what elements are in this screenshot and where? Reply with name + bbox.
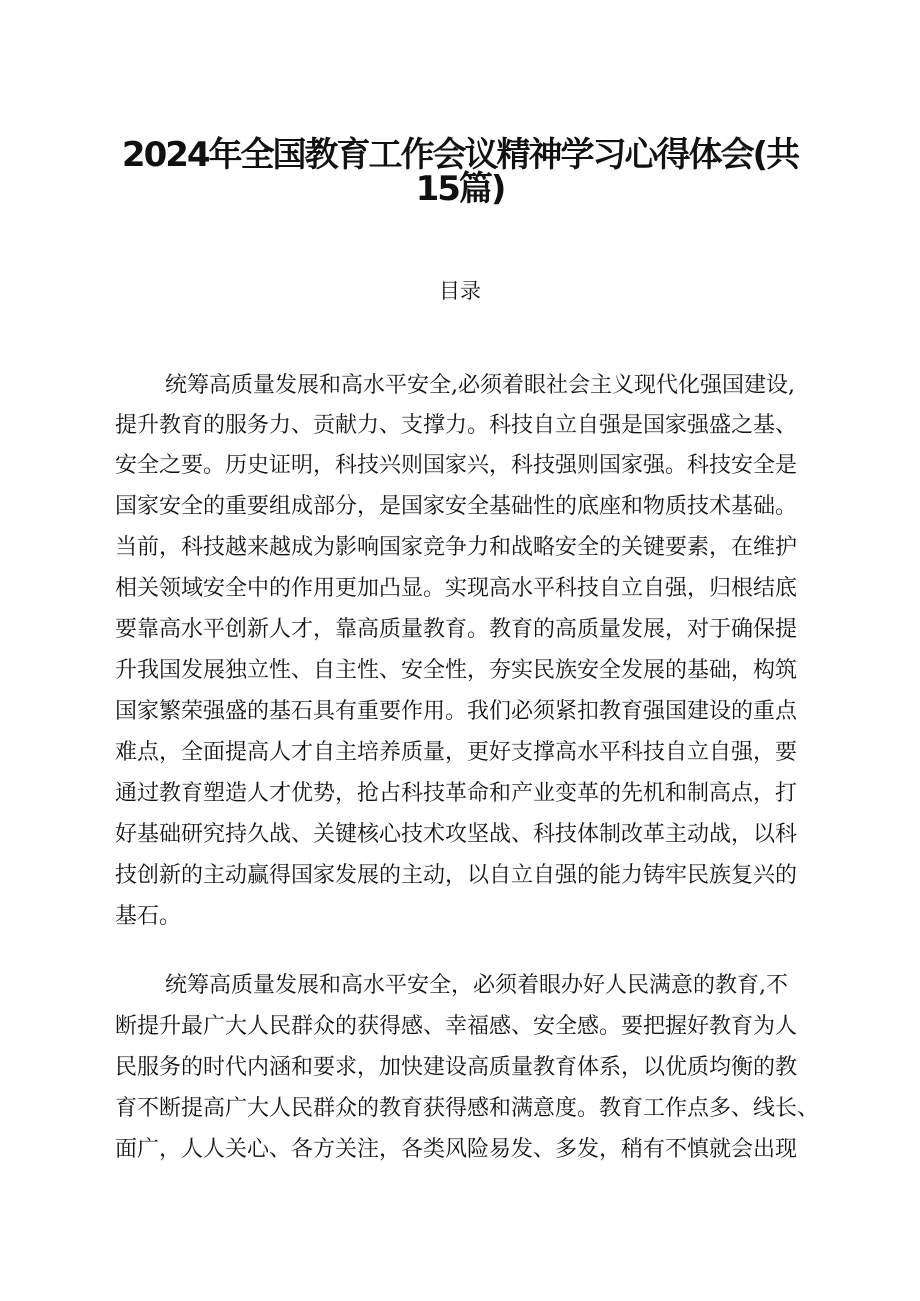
document-title-line-1: 2024年全国教育工作会议精神学习心得体会(共 (121, 135, 799, 175)
paragraph-2-line: 育不断提高广大人民群众的教育获得感和满意度。教育工作点多、线长、 (115, 1096, 820, 1121)
paragraph-1-line: 好基础研究持久战、关键核心技术攻坚战、科技体制改革主动战，以科 (115, 822, 798, 847)
paragraph-1-line: 基石。 (115, 904, 182, 929)
paragraph-2-line: 面广，人人关心、各方关注，各类风险易发、多发，稍有不慎就会出现 (115, 1137, 798, 1162)
document-title-line-2: 15篇) (415, 169, 505, 209)
table-of-contents-label: 目录 (439, 279, 481, 303)
paragraph-2-line: 统筹高质量发展和高水平安全，必须着眼办好人民满意的教育,不 (165, 973, 788, 998)
paragraph-1-line: 安全之要。历史证明，科技兴则国家兴，科技强则国家强。科技安全是 (115, 453, 798, 478)
paragraph-1-line: 通过教育塑造人才优势，抢占科技革命和产业变革的先机和制高点，打 (115, 781, 798, 806)
paragraph-1-line: 统筹高质量发展和高水平安全,必须着眼社会主义现代化强国建设, (165, 373, 795, 398)
paragraph-1-line: 相关领域安全中的作用更加凸显。实现高水平科技自立自强，归根结底 (115, 576, 798, 601)
paragraph-1-line: 难点，全面提高人才自主培养质量，更好支撑高水平科技自立自强，要 (115, 740, 798, 765)
paragraph-1-line: 技创新的主动赢得国家发展的主动，以自立自强的能力铸牢民族复兴的 (115, 863, 798, 888)
paragraph-1-line: 国家繁荣强盛的基石具有重要作用。我们必须紧扣教育强国建设的重点 (115, 699, 798, 724)
paragraph-1-line: 当前，科技越来越成为影响国家竞争力和战略安全的关键要素，在维护 (115, 535, 798, 560)
paragraph-2-line: 民服务的时代内涵和要求，加快建设高质量教育体系，以优质均衡的教 (115, 1055, 798, 1080)
paragraph-1-line: 升我国发展独立性、自主性、安全性，夯实民族安全发展的基础，构筑 (115, 658, 798, 683)
paragraph-1-line: 要靠高水平创新人才，靠高质量教育。教育的高质量发展，对于确保提 (115, 617, 798, 642)
paragraph-1-line: 提升教育的服务力、贡献力、支撑力。科技自立自强是国家强盛之基、 (115, 413, 798, 438)
paragraph-2-line: 断提升最广大人民群众的获得感、幸福感、安全感。要把握好教育为人 (115, 1014, 798, 1039)
paragraph-1-line: 国家安全的重要组成部分，是国家安全基础性的底座和物质技术基础。 (115, 494, 798, 519)
